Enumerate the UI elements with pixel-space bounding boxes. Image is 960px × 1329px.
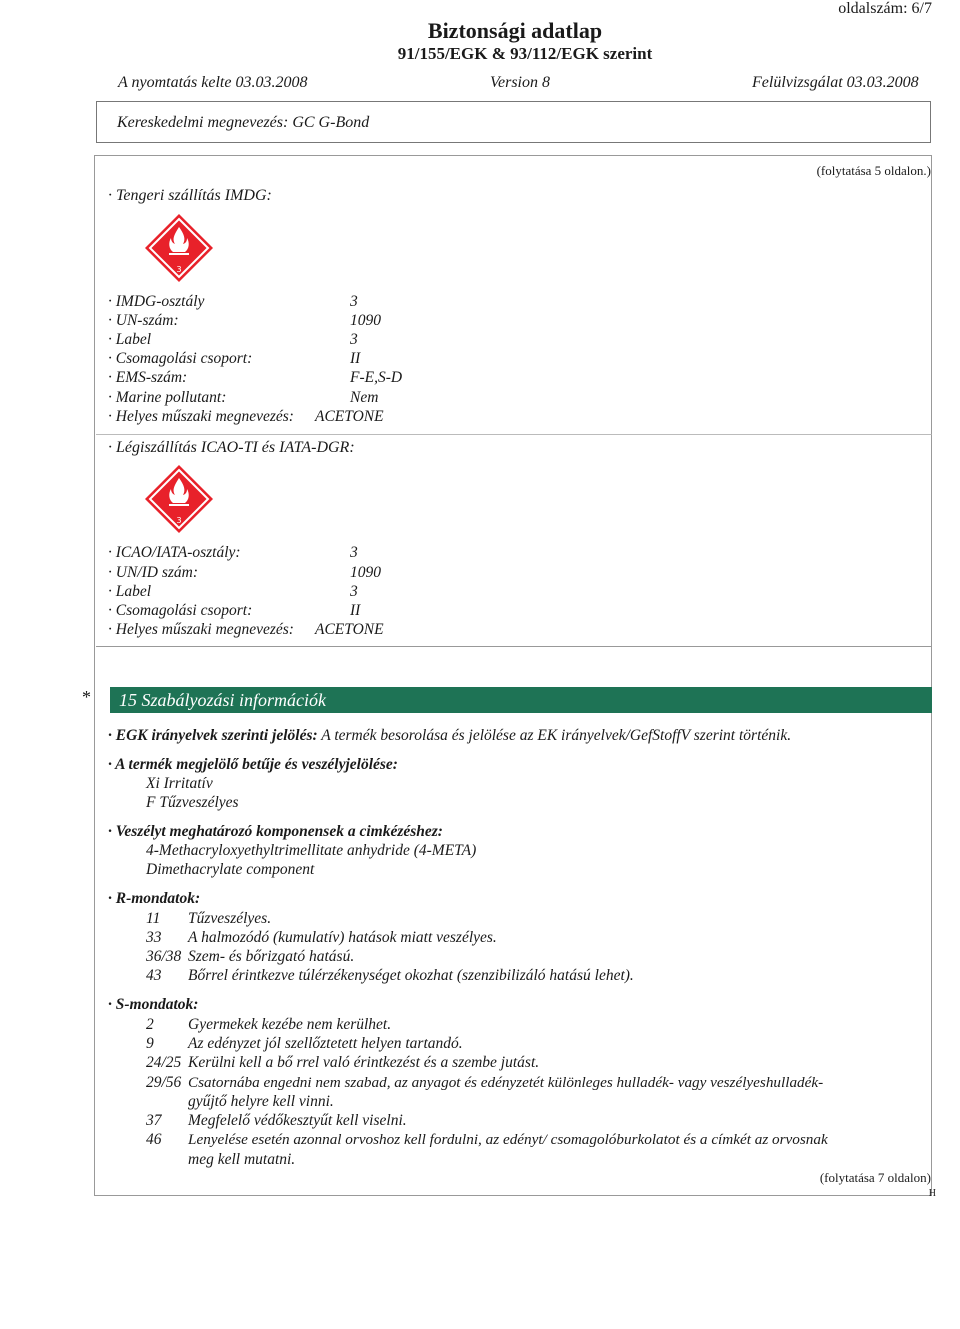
r-phrase-text: Szem- és bőrizgató hatású. [188,948,355,965]
document-subtitle: 91/155/EGK & 93/112/EGK szerint [397,44,653,63]
s-phrase-code: 29/56 [146,1074,182,1091]
s-phrase-code: 37 [146,1112,162,1129]
imdg-row-un: · UN-szám: 1090 [108,312,381,329]
continued-from: (folytatása 5 oldalon.) [816,163,931,178]
component-item: Dimethacrylate component [146,861,315,878]
section-15-title: 15 Szabályozási információk [119,690,326,710]
imdg-row-technical-name: · Helyes műszaki megnevezés: ACETONE [108,408,384,425]
section-15-header [110,687,932,713]
s-phrase-text-continued: gyűjtő helyre kell vinni. [188,1093,334,1110]
imdg-row-ems: · EMS-szám: F-E,S-D [108,369,403,386]
s-phrase-text: Lenyelése esetén azonnal orvoshoz kell fordulni, az edényt/ csomagolóburkolatot és a címkét az orvosnak [188,1131,828,1148]
air-row-technical-name: · Helyes műszaki megnevezés: ACETONE [108,621,384,638]
r-phrase-code: 33 [146,929,162,946]
r-phrase-code: 36/38 [146,948,182,965]
s-phrase-code: 2 [146,1016,154,1033]
page-number: oldalszám: 6/7 [838,0,932,17]
pictogram-number: 3 [176,516,182,525]
imdg-row-label: · Label 3 [108,331,358,348]
revision-date: Felülvizsgálat 03.03.2008 [752,74,919,91]
trade-name-box [96,101,931,143]
r-phrase-text: A halmozódó (kumulatív) hatások miatt veszélyes. [188,929,497,946]
document-title: Biztonsági adatlap [427,18,603,43]
s-phrase-code: 24/25 [146,1054,182,1071]
version: Version 8 [490,74,550,91]
s-phrase-text-continued: meg kell mutatni. [188,1151,296,1168]
s-phrase-text: Az edényzet jól szellőztetett helyen tartandó. [188,1035,463,1052]
s-phrase-text: Csatornába engedni nem szabad, az anyagot és edényzetét különleges hulladék- vagy veszélyeshulladék- [188,1074,824,1091]
imdg-heading: · Tengeri szállítás IMDG: [108,187,272,204]
air-row-class: · ICAO/IATA-osztály: 3 [108,544,358,561]
r-phrase-text: Bőrrel érintkezve túlérzékenységet okozhat (szenzibilizáló hatású lehet). [188,967,634,984]
imdg-row-class: · IMDG-osztály 3 [108,293,358,310]
symbol-heading: · A termék megjelölő betűje és veszélyjelölése: [108,756,398,773]
symbol-xi: Xi Irritatív [146,775,213,792]
pictogram-number: 3 [176,265,182,274]
component-item: 4-Methacryloxyethyltrimellitate anhydride (4-META) [146,842,477,859]
air-row-un-id: · UN/ID szám: 1090 [108,564,381,581]
imdg-row-marine-pollutant: · Marine pollutant: Nem [108,389,379,406]
r-phrase-text: Tűzveszélyes. [188,910,272,927]
s-phrase-text: Gyermekek kezébe nem kerülhet. [188,1016,392,1033]
continued-to: (folytatása 7 oldalon) [819,1170,931,1185]
components-heading: · Veszélyt meghatározó komponensek a cimkézéshez: [108,823,443,840]
egk-labelling: · EGK irányelvek szerinti jelölés: A termék besorolása és jelölése az EK irányelvek/GefStoffV szerint történik. [108,727,792,744]
s-phrases-heading: · S-mondatok: [108,996,199,1013]
print-date: A nyomtatás kelte 03.03.2008 [118,74,308,91]
flammable-liquid-class-3-icon [144,464,214,534]
s-phrase-text: Megfelelő védőkesztyűt kell viselni. [188,1112,407,1129]
symbol-f: F Tűzveszélyes [146,794,239,811]
air-row-packing-group: · Csomagolási csoport: II [108,602,361,619]
imdg-row-packing-group: · Csomagolási csoport: II [108,350,361,367]
air-heading: · Légiszállítás ICAO-TI és IATA-DGR: [108,439,355,456]
s-phrase-code: 9 [146,1035,154,1052]
r-phrase-code: 11 [146,910,161,927]
r-phrase-code: 43 [146,967,162,984]
change-marker: * [82,687,91,707]
s-phrase-code: 46 [146,1131,162,1148]
flammable-liquid-class-3-icon [144,213,214,283]
trade-name: Kereskedelmi megnevezés: GC G-Bond [117,114,370,131]
footer-mark: H [928,1188,936,1199]
r-phrases-heading: · R-mondatok: [108,890,201,907]
air-row-label: · Label 3 [108,583,358,600]
s-phrase-text: Kerülni kell a bő rrel való érintkezést és a szembe jutást. [188,1054,540,1071]
